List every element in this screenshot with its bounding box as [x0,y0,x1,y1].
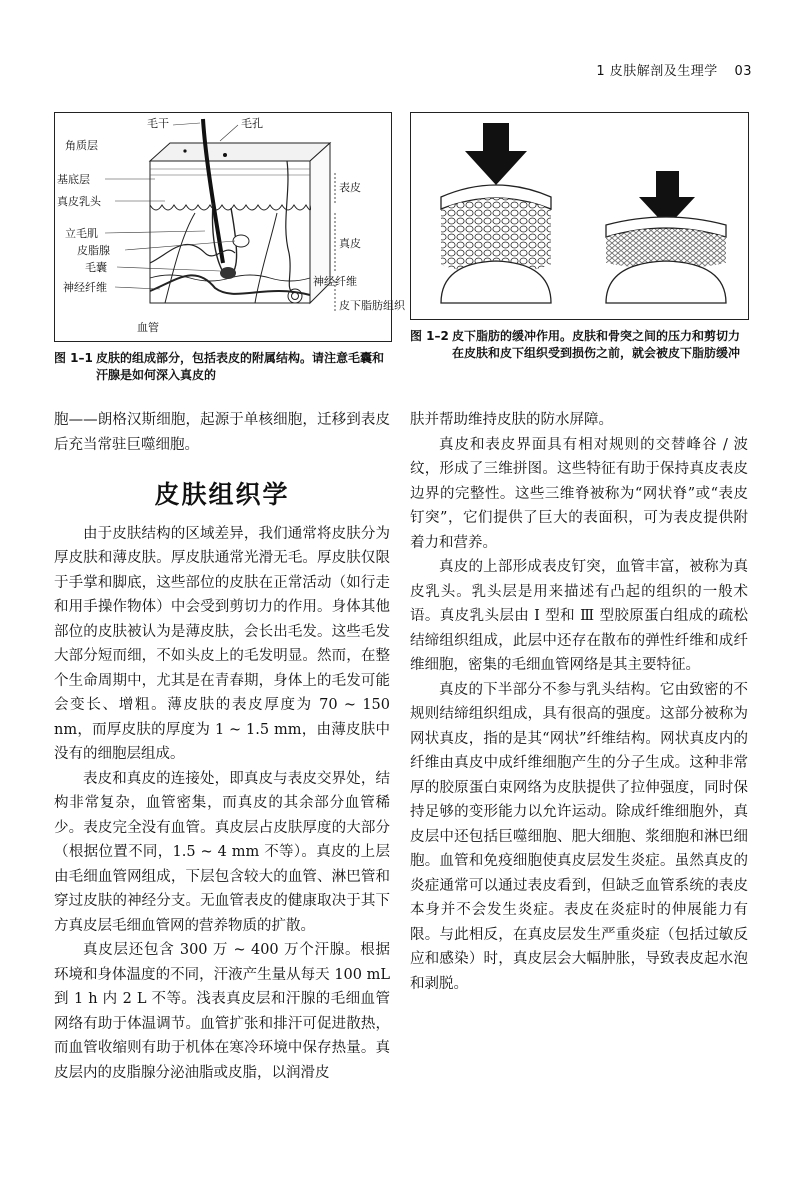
label-basal-layer: 基底层 [57,173,90,186]
figure-fat-cushioning [410,112,749,320]
label-dermis: 真皮 [339,237,361,250]
label-subcutaneous: 皮下脂肪组织 [339,299,405,312]
right-column [410,408,748,996]
label-nerve-fiber-right: 神经纤维 [313,275,357,288]
label-dermal-papilla: 真皮乳头 [57,195,101,208]
label-hair-shaft: 毛干 [147,117,169,130]
label-blood-vessel: 血管 [137,321,159,334]
left-column [54,408,390,1085]
left-paragraph-3: 真皮层还包含 300 万 ~ 400 万个汗腺。根据环境和身体温度的不同，汗液产生量从每天 100 mL 到 1 h 内 2 L 不等。浅表真皮层和汗腺的毛细血管网络有助于体温调节。血管扩张和排汗可促进散热，而血管收缩则有助于机体在寒冷环境中保存热量。真皮层内的皮脂腺分泌油脂或皮脂，以润滑皮 [54,942,390,1081]
right-paragraph-3: 真皮的下半部分不参与乳头结构。它由致密的不规则结缔组织组成，具有很高的强度。这部分被称为网状真皮，指的是其“网状”纤维结构。网状真皮内的纤维由真皮中成纤维细胞产生的分子生成。这种非常厚的胶原蛋白束网络为皮肤提供了拉伸强度，同时保持足够的变形能力以允许运动。除成纤维细胞外，真皮层中还包括巨噬细胞、肥大细胞、浆细胞和淋巴细胞。血管和免疫细胞使真皮层发生炎症。虽然真皮的炎症通常可以通过表皮看到，但缺乏血管系统的表皮本身并不会发生炎症。表皮在炎症时的伸展能力有限。与此相反，在真皮层发生严重炎症（包括过敏反应和感染）时，真皮层会大幅肿胀，导致表皮起水泡和剥脱。 [410,681,748,992]
pressure-arrow-left-icon [465,123,527,185]
figure2-caption [410,328,750,362]
figure1-caption-text: 皮肤的组成部分，包括表皮的附属结构。请注意毛囊和汗腺是如何深入真皮的 [96,351,385,382]
chapter-title: 1 皮肤解剖及生理学 [596,64,718,79]
right-paragraph-1: 真皮和表皮界面具有相对规则的交替峰谷 / 波纹，形成了三维拼图。这些特征有助于保持真皮表皮边界的完整性。这些三维脊被称为“网状脊”或“表皮钉突”，它们提供了巨大的表面积，可为表皮提供附着力和营养。 [410,436,748,551]
figure2-caption-text: 皮下脂肪的缓冲作用。皮肤和骨突之间的压力和剪切力在皮肤和皮下组织受到损伤之前，就会被皮下脂肪缓冲 [452,329,741,360]
figure1-number: 图 1–1 [54,351,93,365]
label-nerve-fiber-left: 神经纤维 [63,281,107,294]
section-title: 皮肤组织学 [154,480,290,509]
right-paragraph-2: 真皮的上部形成表皮钉突，血管丰富，被称为真皮乳头。乳头层是用来描述有凸起的组织的一般术语。真皮乳头层由 Ⅰ 型和 Ⅲ 型胶原蛋白组成的疏松结缔组织组成，此层中还存在散布的弹性纤维和成纤维细胞，密集的毛细血管网络是其主要特征。 [410,559,748,673]
label-hair-follicle: 毛囊 [85,261,107,274]
figure1-caption [54,350,394,384]
label-stratum-corneum: 角质层 [65,139,98,152]
running-head [596,60,752,79]
figure-skin-anatomy [54,112,405,342]
left-paragraph-1: 由于皮肤结构的区域差异，我们通常将皮肤分为厚皮肤和薄皮肤。厚皮肤通常光滑无毛。厚皮肤仅限于手掌和脚底，这些部位的皮肤在正常活动（如行走和用手操作物体）中会受到剪切力的作用。身体其他部位的皮肤被认为是薄皮肤，会长出毛发。这些毛发大部分短而细，不如头皮上的毛发明显。然而，在整个生命周期中，尤其是在青春期，身体上的毛发可能会变长、增粗。薄皮肤的表皮厚度为 70 ~ 150 nm，而厚皮肤的厚度为 1 ~ 1.5 mm，由薄皮肤中没有的细胞层组成。 [54,525,390,762]
label-sebaceous-gland: 皮脂腺 [77,244,110,257]
skin-diagram [55,113,405,341]
right-paragraph-0: 肤并帮助维持皮肤的防水屏障。 [410,412,613,428]
label-epidermis: 表皮 [339,181,361,194]
label-arrector-pili: 立毛肌 [65,227,98,240]
label-hair-pore: 毛孔 [241,117,263,130]
left-paragraph-2: 表皮和真皮的连接处，即真皮与表皮交界处，结构非常复杂，血管密集，而真皮的其余部分血管稀少。表皮完全没有血管。真皮层占皮肤厚度的大部分（根据位置不同，1.5 ~ 4 mm 不等）。真皮的上层由毛细血管网组成，下层包含较大的血管、淋巴管和穿过皮肤的神经分支。无血管表皮的健康取决于其下方真皮层毛细血管网的营养物质的扩散。 [54,770,390,934]
cushion-diagram [411,113,748,319]
page-number: 03 [734,64,752,79]
figure2-number: 图 1–2 [410,329,449,343]
left-paragraph-0: 胞——朗格汉斯细胞，起源于单核细胞，迁移到表皮后充当常驻巨噬细胞。 [54,412,390,453]
